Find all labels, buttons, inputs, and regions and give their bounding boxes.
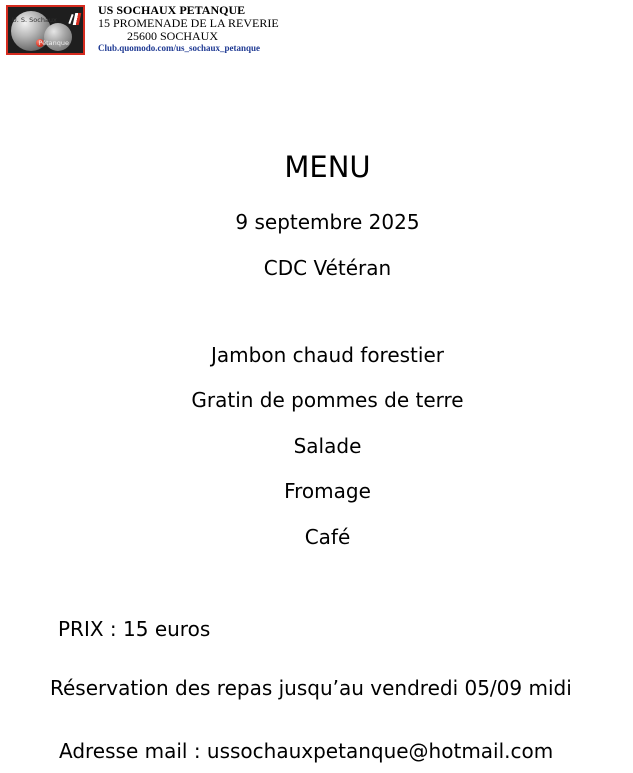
logo-text-top: U. S. Sochaux: [12, 16, 57, 24]
event-name: CDC Vétéran: [263, 256, 392, 280]
menu-date: 9 septembre 2025: [235, 210, 420, 234]
club-info: [98, 4, 279, 54]
reservation-notice: Réservation des repas jusqu’au vendredi 05/09 midi: [50, 676, 572, 700]
logo-image: [8, 7, 83, 53]
dish-item: Salade: [293, 434, 362, 458]
club-logo: [6, 5, 85, 55]
menu-title: MENU: [284, 150, 371, 184]
club-city: 25600 SOCHAUX: [127, 29, 219, 43]
dish-item: Fromage: [284, 479, 371, 503]
flag-icon: [73, 13, 82, 25]
dish-item: Gratin de pommes de terre: [191, 388, 464, 412]
club-name: US SOCHAUX PETANQUE: [98, 3, 246, 17]
dish-item: Jambon chaud forestier: [211, 343, 444, 367]
contact-email: Adresse mail : ussochauxpetanque@hotmail.com: [59, 739, 554, 763]
logo-text-bottom: Pétanque: [38, 39, 69, 47]
dish-item: Café: [304, 525, 351, 549]
price-text: PRIX : 15 euros: [58, 617, 211, 641]
club-address: 15 PROMENADE DE LA REVERIE: [98, 16, 279, 30]
club-url-link[interactable]: Club.quomodo.com/us_sochaux_petanque: [98, 43, 261, 53]
